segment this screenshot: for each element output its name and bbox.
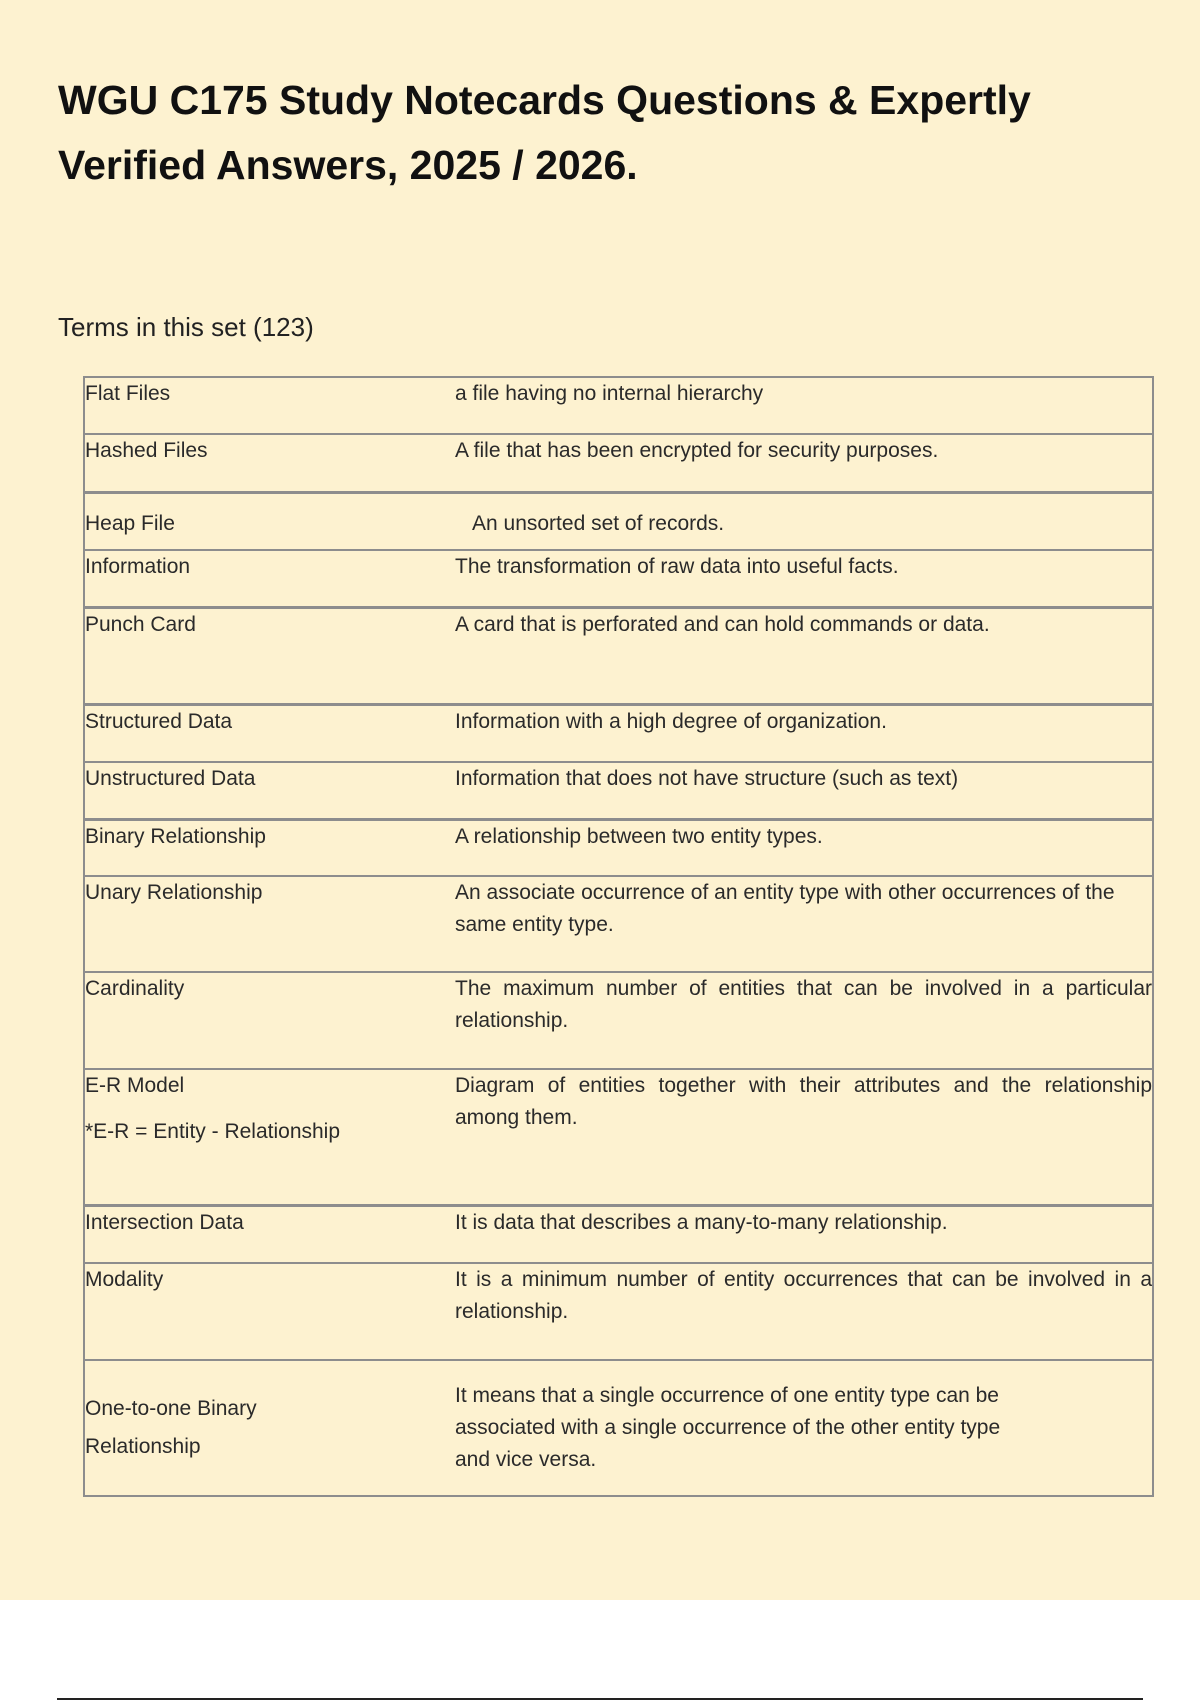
term-cell: One-to-one Binary Relationship <box>84 1360 455 1496</box>
term-cell <box>84 1069 455 1205</box>
definition-cell: Information with a high degree of organization. <box>455 704 1153 762</box>
term-cell: Heap File <box>84 492 455 550</box>
definition-cell: A relationship between two entity types. <box>455 819 1153 876</box>
term-cell: Hashed Files <box>84 434 455 492</box>
term-cell: Information <box>84 550 455 607</box>
terms-table <box>83 376 1154 1497</box>
table-row <box>84 1205 1153 1263</box>
terms-count-label: Terms in this set (123) <box>58 312 314 342</box>
term-note: *E-R = Entity - Relationship <box>85 1120 341 1143</box>
definition-cell: An unsorted set of records. <box>455 492 1153 550</box>
table-row <box>84 434 1153 492</box>
table-row <box>84 819 1153 876</box>
table-row <box>84 876 1153 972</box>
term-cell: Flat Files <box>84 377 455 434</box>
table-row <box>84 972 1153 1069</box>
term-cell: Punch Card <box>84 607 455 704</box>
document-title: WGU C175 Study Notecards Questions & Expertly Verified Answers, 2025 / 2026. <box>58 77 1031 188</box>
definition-cell: It is data that describes a many-to-many relationship. <box>455 1205 1153 1263</box>
definition-cell: It is a minimum number of entity occurrences that can be involved in a relationship. <box>455 1263 1153 1360</box>
table-row <box>84 1360 1153 1496</box>
definition-cell: A file that has been encrypted for security purposes. <box>455 434 1153 492</box>
term-cell: Unary Relationship <box>84 876 455 972</box>
table-row <box>84 377 1153 434</box>
term-label: E-R Model <box>85 1074 185 1097</box>
term-cell: Structured Data <box>84 704 455 762</box>
table-row <box>84 762 1153 819</box>
definition-cell: A card that is perforated and can hold commands or data. <box>455 607 1153 704</box>
table-row <box>84 704 1153 762</box>
table-row <box>84 492 1153 550</box>
definition-cell: The maximum number of entities that can be involved in a particular relationship. <box>455 972 1153 1069</box>
definition-cell: Information that does not have structure (such as text) <box>455 762 1153 819</box>
definition-cell: The transformation of raw data into useful facts. <box>455 550 1153 607</box>
definition-cell: a file having no internal hierarchy <box>455 377 1153 434</box>
table-row <box>84 550 1153 607</box>
term-cell: Binary Relationship <box>84 819 455 876</box>
definition-cell: An associate occurrence of an entity type with other occurrences of the same entity type. <box>455 876 1153 972</box>
term-cell: Cardinality <box>84 972 455 1069</box>
term-cell: Modality <box>84 1263 455 1360</box>
table-row <box>84 607 1153 704</box>
table-row <box>84 1069 1153 1205</box>
table-row <box>84 1263 1153 1360</box>
term-cell: Intersection Data <box>84 1205 455 1263</box>
term-cell: Unstructured Data <box>84 762 455 819</box>
definition-cell: It means that a single occurrence of one entity type can be associated with a single occurrence of the other entity type and vice versa. <box>455 1360 1153 1496</box>
definition-cell: Diagram of entities together with their attributes and the relationship among them. <box>455 1069 1153 1205</box>
